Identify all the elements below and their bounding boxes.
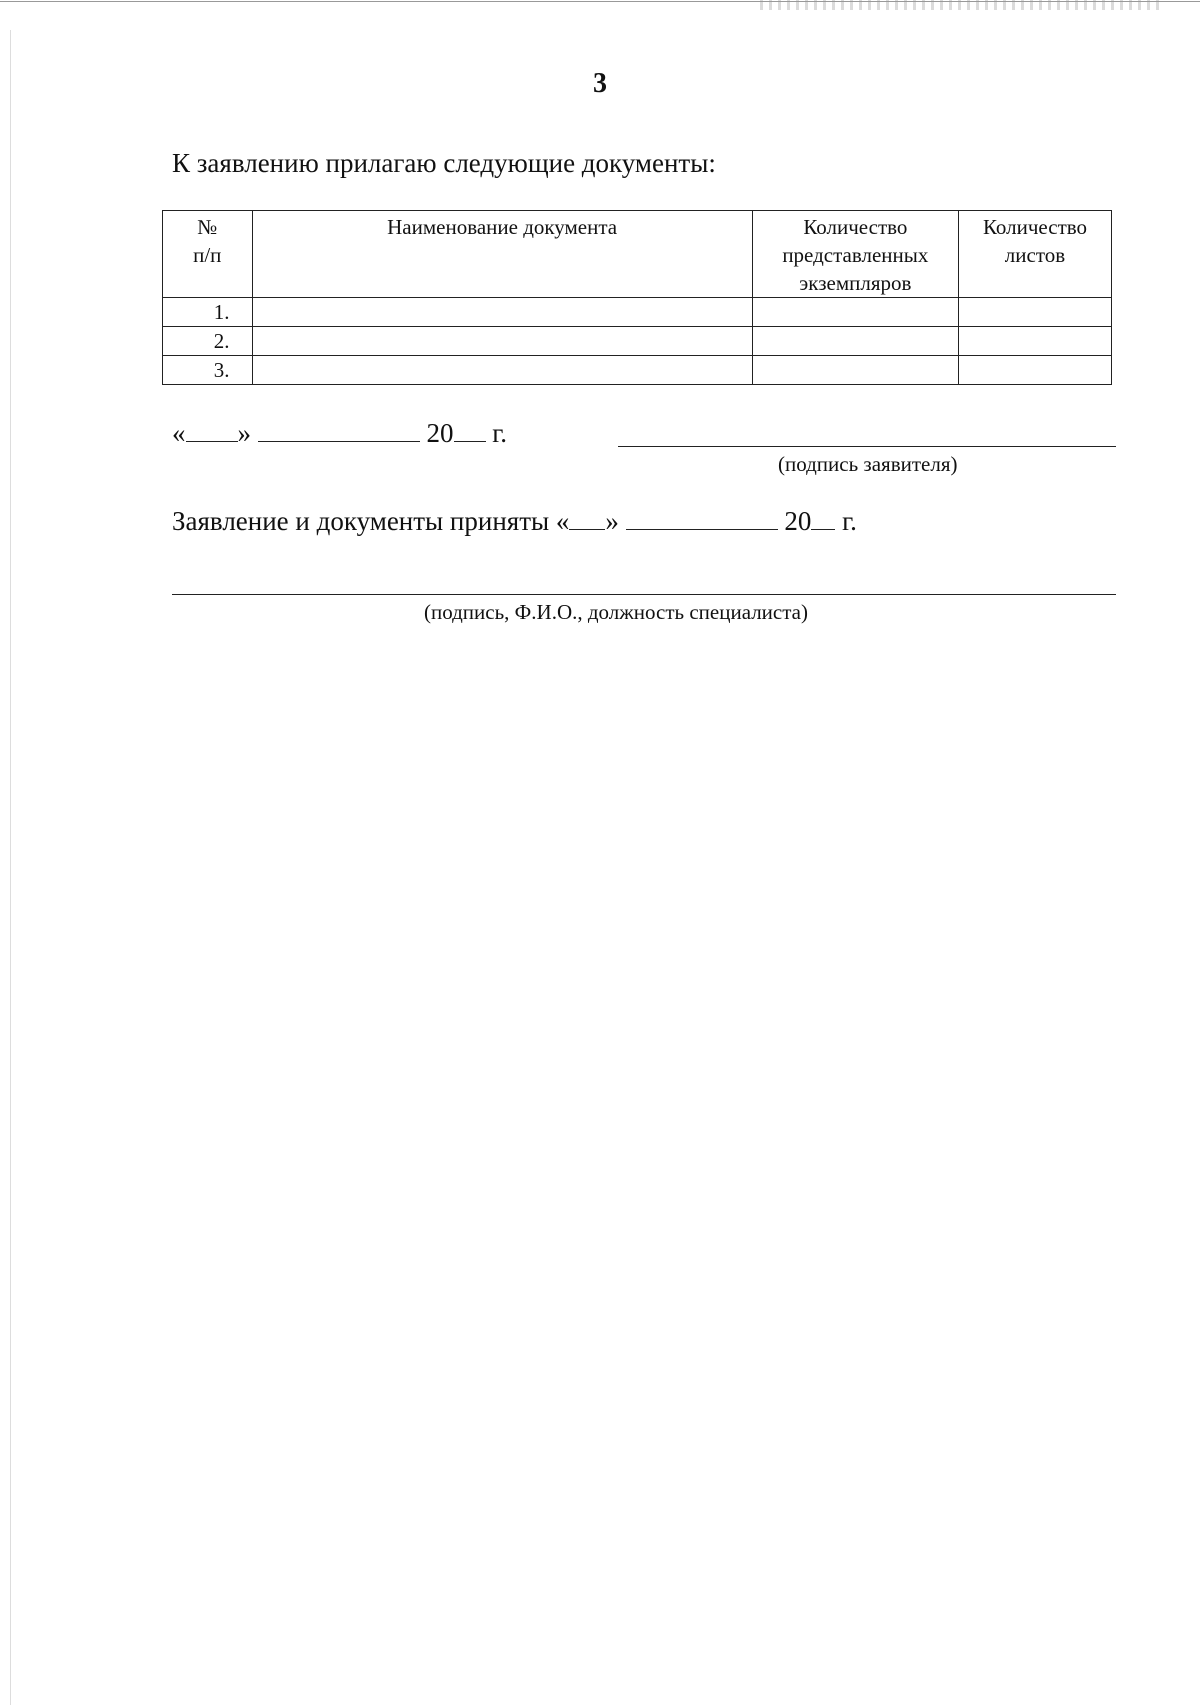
applicant-signature-line[interactable] bbox=[618, 446, 1116, 447]
year-suffix: г. bbox=[842, 506, 857, 536]
open-quote: « bbox=[172, 418, 186, 448]
row-sheets-count[interactable] bbox=[958, 298, 1111, 327]
specialist-signature-caption: (подпись, Ф.И.О., должность специалиста) bbox=[424, 600, 808, 624]
year-suffix: г. bbox=[492, 418, 508, 448]
row-sheets-count[interactable] bbox=[958, 356, 1111, 385]
header-sheets-line-1: Количество bbox=[982, 215, 1088, 239]
row-number: 1. bbox=[163, 298, 253, 327]
row-document-name[interactable] bbox=[252, 356, 752, 385]
close-quote: » bbox=[605, 506, 619, 536]
application-date-line bbox=[172, 418, 507, 449]
scan-edge-left bbox=[10, 30, 11, 1705]
row-sheets-count[interactable] bbox=[958, 327, 1111, 356]
scan-noise bbox=[760, 0, 1160, 10]
row-document-name[interactable] bbox=[252, 298, 752, 327]
accepted-text: Заявление и документы приняты bbox=[172, 506, 550, 536]
year-prefix: 20 bbox=[426, 418, 454, 448]
page-number: 3 bbox=[593, 68, 607, 99]
row-number: 3. bbox=[163, 356, 253, 385]
table-header-row bbox=[163, 211, 1112, 298]
row-copies-count[interactable] bbox=[752, 327, 958, 356]
row-document-name[interactable] bbox=[252, 327, 752, 356]
table-row bbox=[163, 356, 1112, 385]
header-number-line-2: п/п bbox=[193, 243, 222, 267]
header-copies-line-2: представленных bbox=[782, 243, 929, 267]
close-quote: » bbox=[237, 418, 251, 448]
header-copies-line-3: экземпляров bbox=[799, 271, 912, 295]
year-blank[interactable] bbox=[454, 421, 486, 442]
table-row bbox=[163, 327, 1112, 356]
accepted-date-line bbox=[172, 506, 857, 537]
specialist-signature-line[interactable] bbox=[172, 594, 1116, 595]
year-blank[interactable] bbox=[811, 509, 835, 530]
header-number-line-1: № bbox=[197, 215, 218, 239]
open-quote: « bbox=[555, 506, 570, 536]
header-sheets-count bbox=[958, 211, 1111, 298]
attachments-intro: К заявлению прилагаю следующие документы: bbox=[172, 148, 716, 178]
header-document-name: Наименование документа bbox=[252, 211, 752, 298]
applicant-signature-caption: (подпись заявителя) bbox=[778, 452, 958, 476]
row-copies-count[interactable] bbox=[752, 356, 958, 385]
year-prefix: 20 bbox=[784, 506, 812, 536]
documents-table bbox=[162, 210, 1112, 385]
header-number bbox=[163, 211, 253, 298]
header-sheets-line-2: листов bbox=[1004, 243, 1066, 267]
day-blank[interactable] bbox=[569, 509, 605, 530]
header-copies-line-1: Количество bbox=[803, 215, 908, 239]
month-blank[interactable] bbox=[258, 421, 420, 442]
month-blank[interactable] bbox=[626, 509, 778, 530]
day-blank[interactable] bbox=[186, 421, 238, 442]
table-row bbox=[163, 298, 1112, 327]
row-copies-count[interactable] bbox=[752, 298, 958, 327]
header-copies-count bbox=[752, 211, 958, 298]
row-number: 2. bbox=[163, 327, 253, 356]
